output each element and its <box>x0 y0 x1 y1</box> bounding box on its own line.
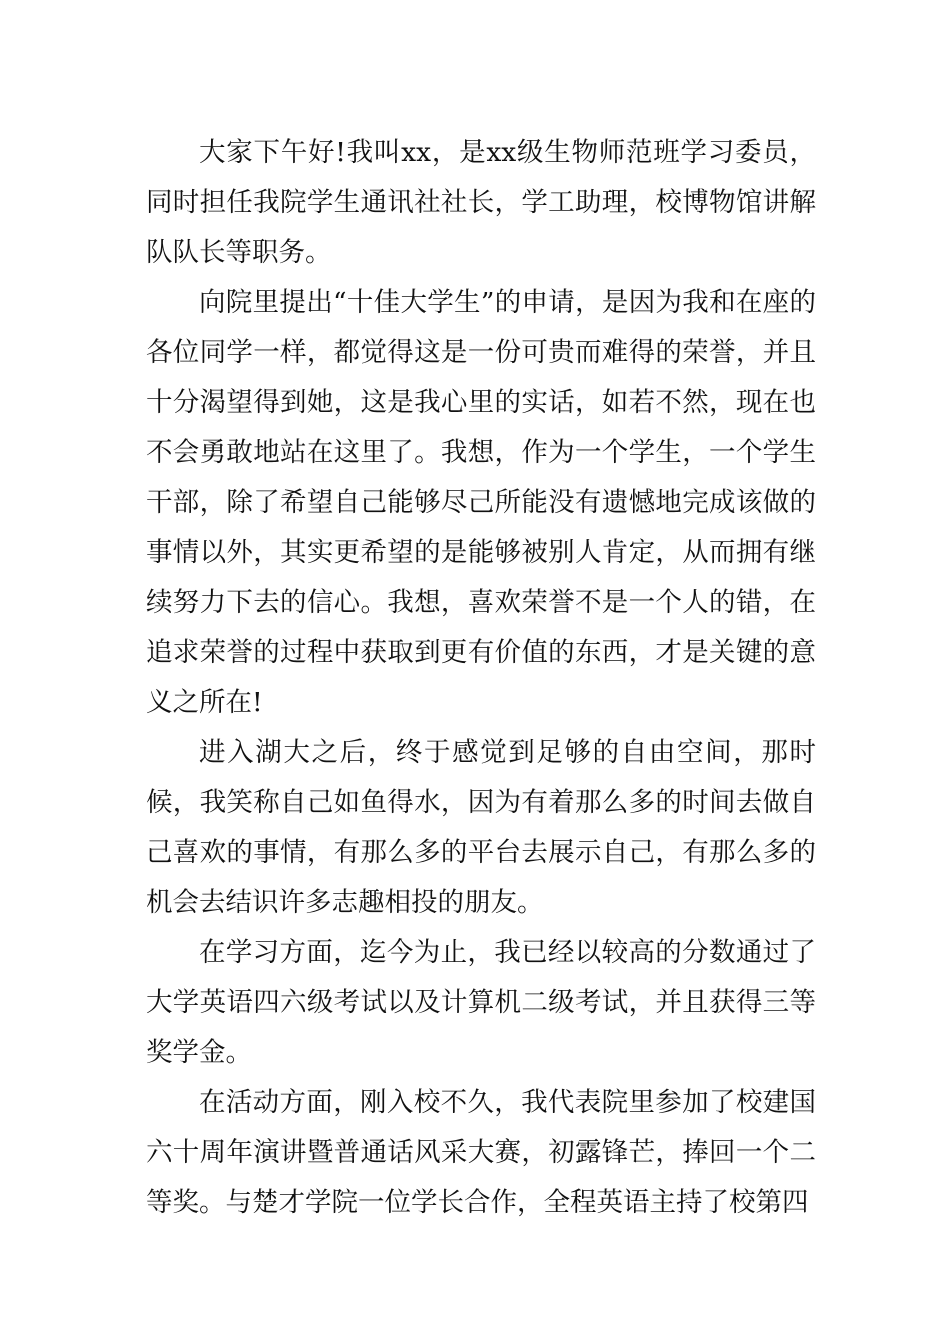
paragraph-application-reason: 向院里提出“十佳大学生”的申请，是因为我和在座的各位同学一样，都觉得这是一份可贵而难得的荣誉，并且十分渴望得到她，这是我心里的实话，如若不然，现在也不会勇敢地站在这里了。我想，作为一个学生，一个学生干部，除了希望自己能够尽己所能没有遗憾地完成该做的事情以外，其实更希望的是能够被别人肯定，从而拥有继续努力下去的信心。我想，喜欢荣誉不是一个人的错，在追求荣誉的过程中获取到更有价值的东西，才是关键的意义之所在! <box>146 287 816 718</box>
paragraph-activities: 在活动方面，刚入校不久，我代表院里参加了校建国六十周年演讲暨普通话风采大赛，初露锋芒，捧回一个二等奖。与楚才学院一位学长合作，全程英语主持了校第四 <box>146 1087 816 1218</box>
paragraph-study: 在学习方面，迄今为止，我已经以较高的分数通过了大学英语四六级考试以及计算机二级考试，并且获得三等奖学金。 <box>146 937 816 1068</box>
document-body <box>146 128 816 1228</box>
paragraph-university-life: 进入湖大之后，终于感觉到足够的自由空间，那时候，我笑称自己如鱼得水，因为有着那么多的时间去做自己喜欢的事情，有那么多的平台去展示自己，有那么多的机会去结识许多志趣相投的朋友。 <box>146 737 816 918</box>
paragraph-intro: 大家下午好!我叫xx，是xx级生物师范班学习委员，同时担任我院学生通讯社社长，学工助理，校博物馆讲解队队长等职务。 <box>146 137 816 268</box>
